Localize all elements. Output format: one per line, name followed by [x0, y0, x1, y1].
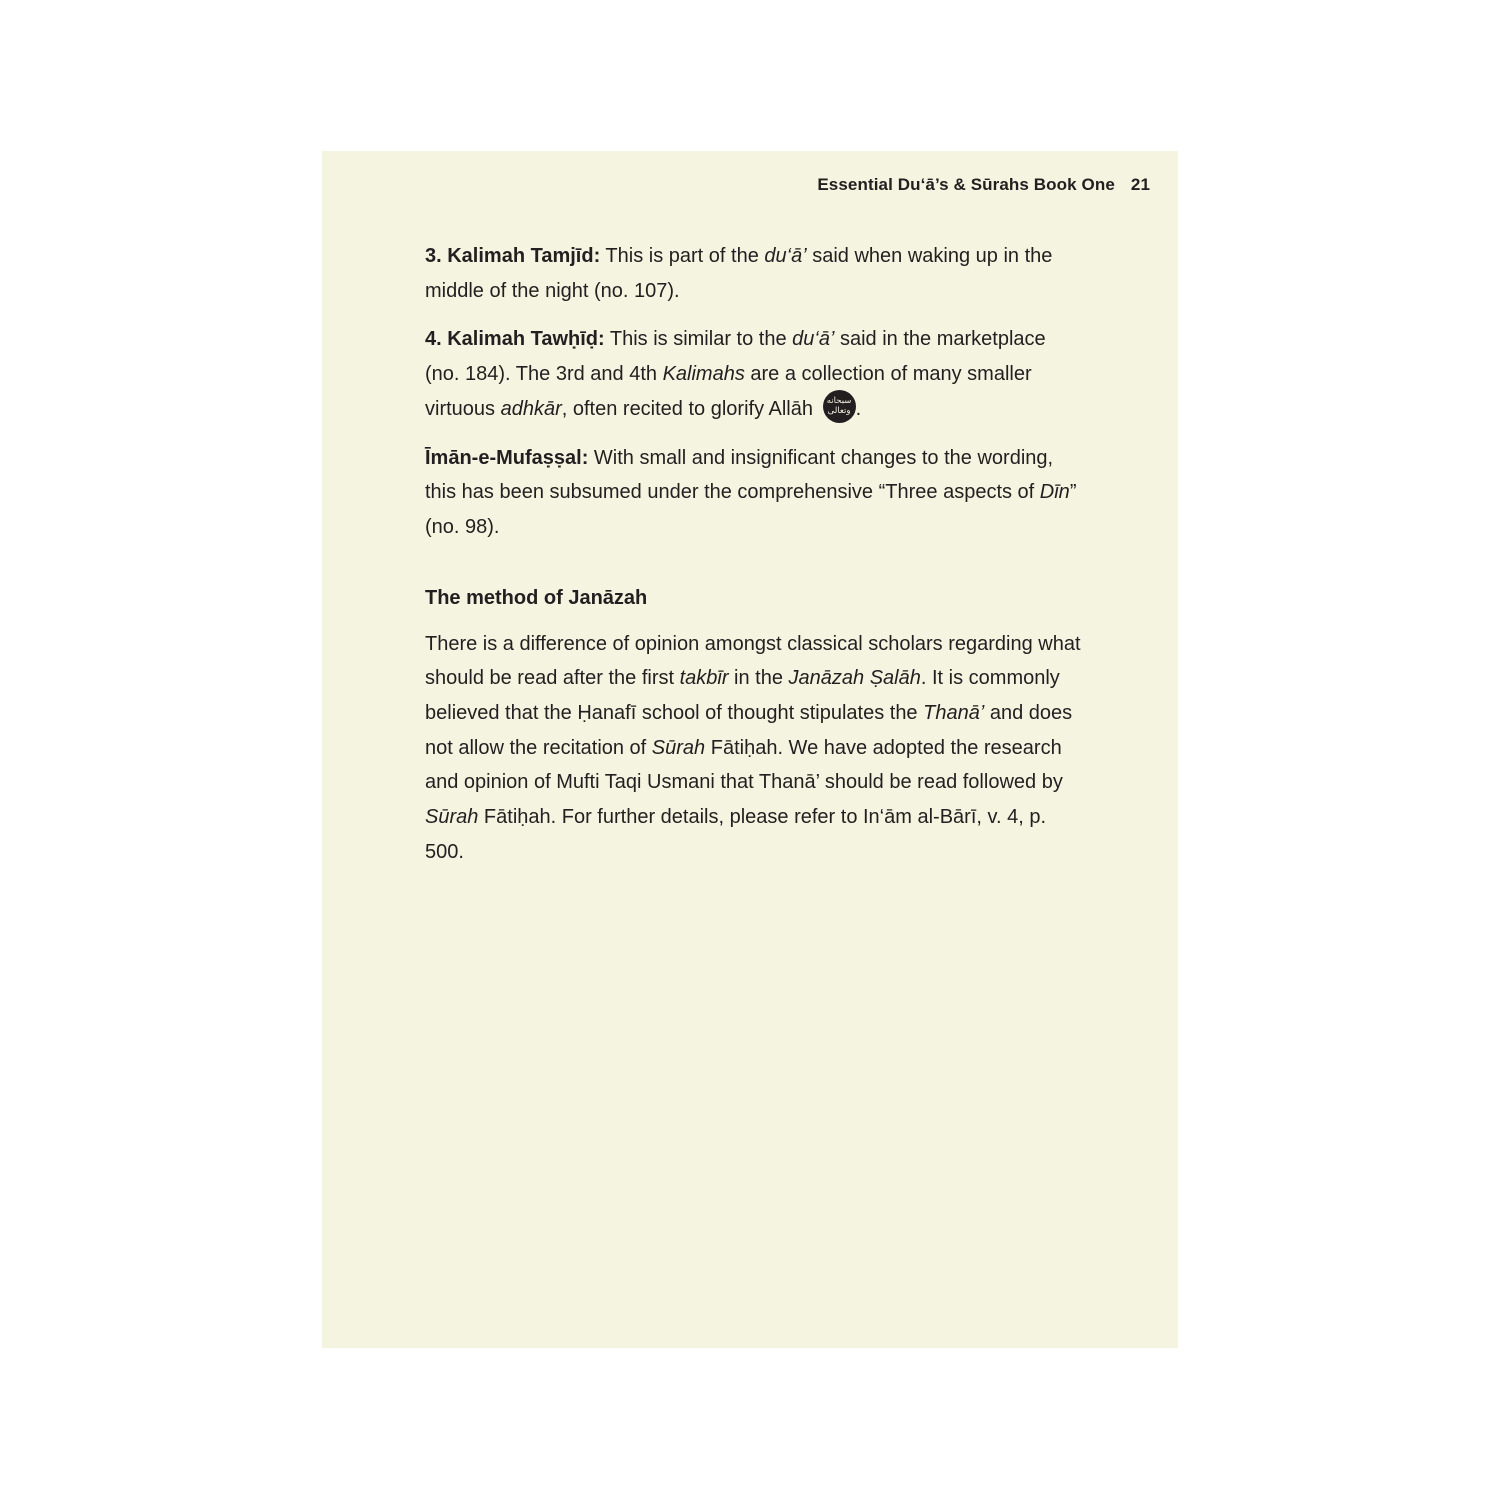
honorific-icon [823, 390, 856, 423]
text-run: There is a difference of opinion amongst classical scholars regarding what should be read after the first [425, 632, 1081, 690]
paragraph-kalimah-tamjid [425, 239, 1085, 308]
text-run: in the [728, 667, 789, 690]
text-run: , often recited to glorify Allāh [561, 397, 819, 420]
italic-term: Thanā’ [923, 702, 985, 725]
text-run: said when waking up in the middle of the night (no. 107). [425, 245, 1053, 302]
book-page [322, 151, 1178, 1348]
term-label: 4. Kalimah Tawḥīḍ: [425, 328, 605, 351]
text-run: said in the marketplace (no. 184). The 3rd and 4th [425, 328, 1046, 386]
term-label: 3. Kalimah Tamjīd: [425, 245, 601, 267]
text-run: . [855, 397, 862, 420]
text-run: are a collection of many smaller virtuous [425, 363, 1032, 420]
italic-term: takbīr [679, 667, 729, 690]
italic-term: Janāzah Ṣalāh [788, 667, 921, 690]
book-title: Essential Du‘ā’s & Sūrahs Book One [817, 175, 1115, 194]
honorific-text: سبحانه وتعالى [826, 396, 852, 417]
italic-term: Sūrah [425, 806, 479, 829]
italic-term: Dīn [1039, 481, 1070, 504]
paragraph-janazah [425, 627, 1085, 870]
running-head [817, 175, 1150, 195]
body-text [425, 239, 1085, 870]
italic-term: adhkār [500, 397, 562, 420]
paragraph-kalimah-tawhid [425, 322, 1085, 426]
text-run: Fātiḥah. For further details, please refer to In‘ām al-Bārī, v. 4, p. 500. [425, 806, 1047, 863]
italic-term: du‘ā’ [792, 328, 835, 351]
italic-term: Kalimahs [662, 363, 745, 386]
text-run: and does not allow the recitation of [425, 702, 1073, 759]
term-label: Īmān-e-Mufaṣṣal: [425, 446, 589, 469]
text-run: ” (no. 98). [425, 481, 1077, 538]
text-run: . It is commonly believed that the Ḥanafī school of thought stipulates the [425, 667, 1060, 725]
italic-term: Sūrah [651, 736, 706, 759]
paragraph-iman-mufassal [425, 441, 1085, 545]
page-number: 21 [1130, 175, 1150, 194]
text-run: Fātiḥah. We have adopted the research and opinion of Mufti Taqi Usmani that Thanā’ should be read followed by [425, 736, 1063, 794]
text-run: This is part of the [600, 245, 765, 267]
italic-term: du‘ā’ [764, 245, 807, 267]
text-run: This is similar to the [604, 328, 793, 351]
text-run: With small and insignificant changes to the wording, this has been subsumed under the comprehensive “Three aspects of [425, 446, 1054, 504]
section-heading: The method of Janāzah [425, 586, 648, 609]
